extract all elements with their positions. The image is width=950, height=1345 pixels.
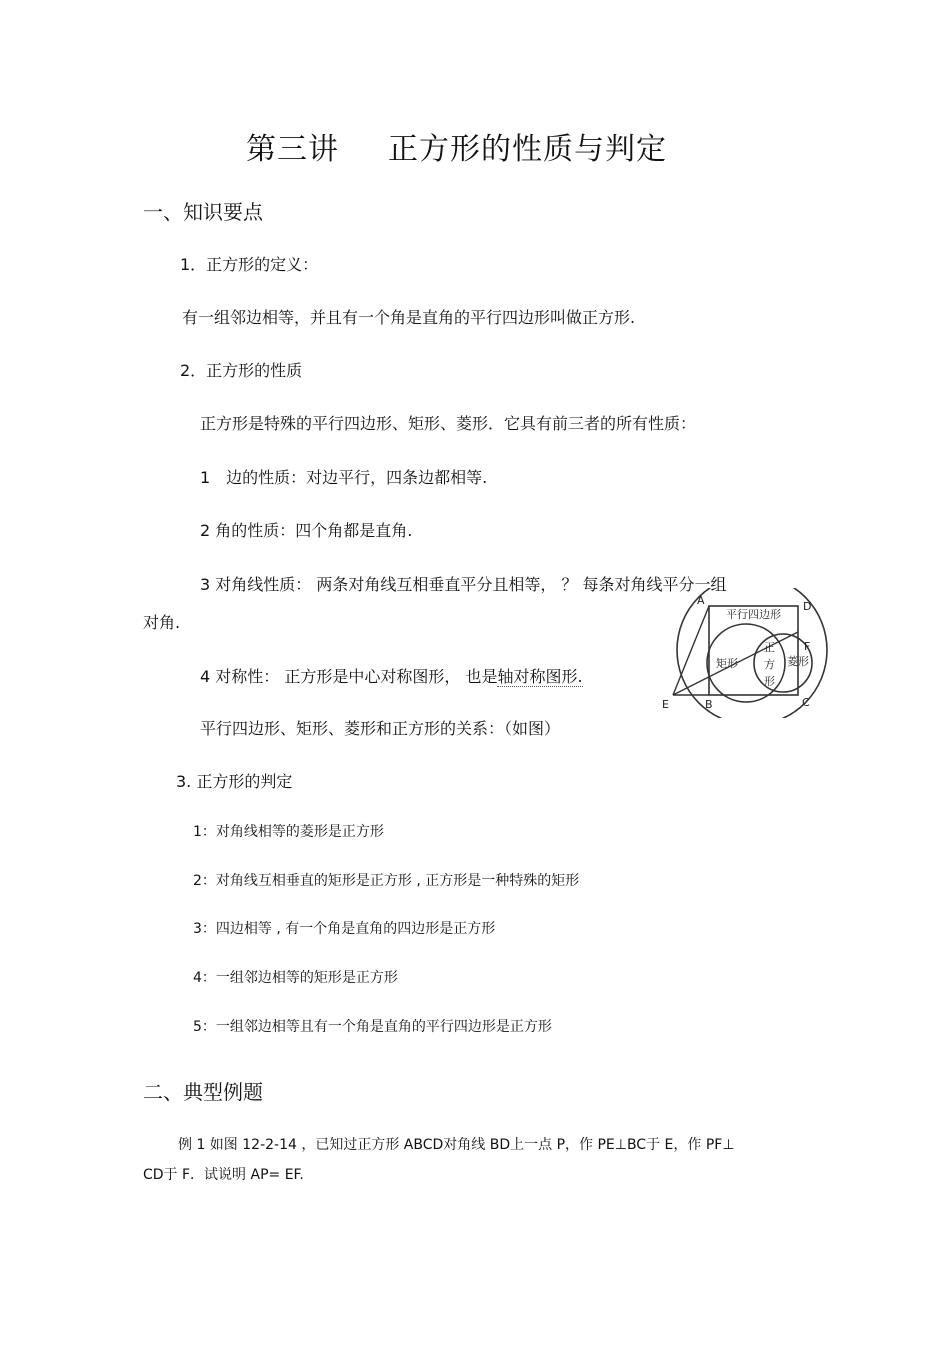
relation-text: 平行四边形、矩形、菱形和正方形的关系：（如图） [200,719,561,738]
diagram-label-square-2: 方 [764,658,775,671]
judgement-item-1: 1：对角线相等的菱形是正方形 [193,824,384,840]
diagram-label-parallelogram: 平行四边形 [726,608,781,621]
judgement-item-5: 5：一组邻边相等且有一个角是直角的平行四边形是正方形 [193,1019,552,1035]
judgement-item-3: 3：四边相等 , 有一个角是直角的四边形是正方形 [193,921,496,937]
judgement-item-2: 2：对角线互相垂直的矩形是正方形 , 正方形是一种特殊的矩形 [193,873,580,889]
diagram-label-f: F [804,640,811,653]
diagram-label-a: A [697,594,705,607]
property-diagonals-cont: 对角. [143,613,181,632]
diagram-label-e: E [662,698,669,711]
diagram-label-b: B [705,698,713,711]
diagram-label-square-1: 正 [764,641,775,654]
definition-text: 有一组邻边相等，并且有一个角是直角的平行四边形叫做正方形. [182,308,636,327]
property-symmetry-text: 4 对称性： 正方形是中心对称图形， 也是 [200,667,498,686]
page-title-right: 正方形的性质与判定 [388,132,667,167]
line-a-e [673,606,709,695]
diagram-label-square-3: 形 [764,675,775,688]
section-heading-knowledge: 一、知识要点 [143,200,263,224]
property-edges: 1 边的性质：对边平行，四条边都相等. [200,468,488,487]
diagram-label-rectangle: 矩形 [716,657,738,670]
judgement-item-4: 4：一组邻边相等的矩形是正方形 [193,970,398,986]
property-symmetry-link: 轴对称图形. [497,667,583,686]
section-heading-examples: 二、典型例题 [143,1080,263,1104]
definition-heading: 1．正方形的定义： [180,255,319,274]
judgement-heading: 3. 正方形的判定 [176,772,293,791]
properties-intro: 正方形是特殊的平行四边形、矩形、菱形．它具有前三者的所有性质： [200,414,697,433]
example-1-line-1: 例 1 如图 12-2-14 ，已知过正方形 ABCD对角线 BD上一点 P，作 PE⊥BC于 E，作 PF⊥ [178,1137,735,1153]
property-diagonals: 3 对角线性质： 两条对角线互相垂直平分且相等， ？ 每条对角线平分一组 [200,575,727,594]
quadrilateral-relation-diagram [655,588,840,718]
property-symmetry [200,664,583,687]
diagram-label-rhombus: 菱形 [787,655,809,668]
properties-heading: 2．正方形的性质 [180,361,303,380]
diagram-label-c: C [802,696,810,709]
page-title-left: 第三讲 [246,132,339,167]
property-angles: 2 角的性质：四个角都是直角. [200,521,413,540]
example-1-line-2: CD于 F．试说明 AP= EF. [143,1167,304,1183]
diagram-label-d: D [803,600,812,613]
